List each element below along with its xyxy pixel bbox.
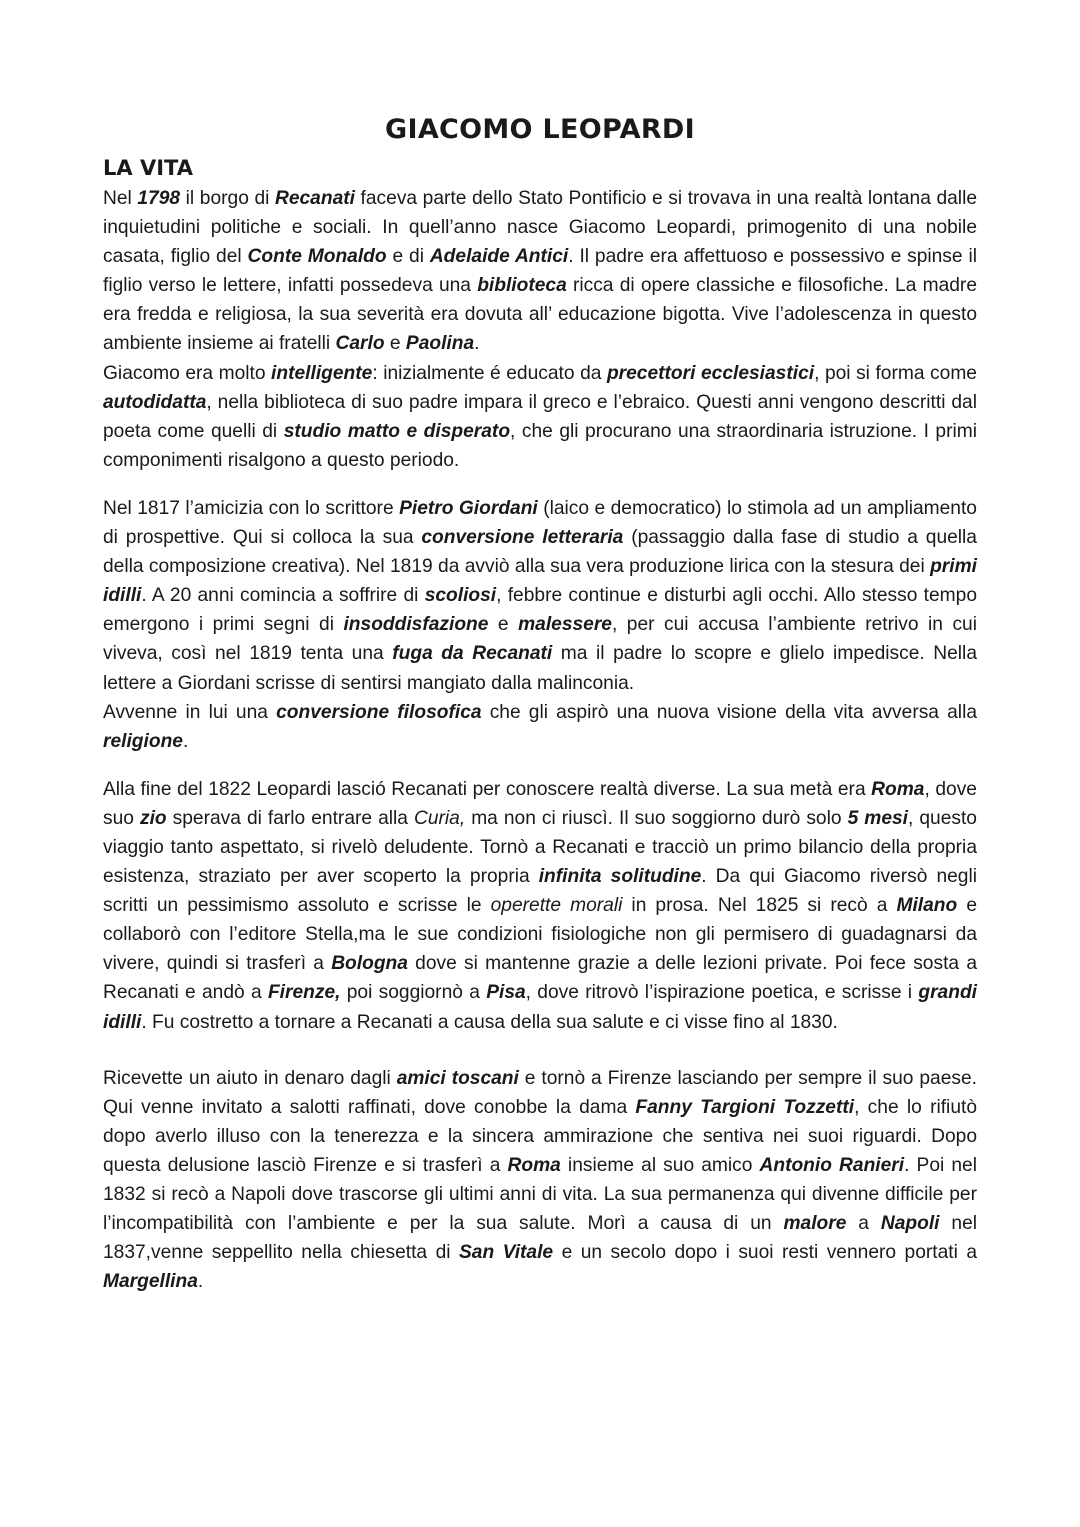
keyword: Margellina [103, 1271, 198, 1293]
paragraph [103, 184, 977, 359]
text-run: e di [386, 246, 430, 268]
text-run: insieme al suo amico [560, 1154, 760, 1176]
text-run: . Fu costretto a tornare a Recanati a causa della sua salute e ci visse fino al 1830. [141, 1011, 838, 1033]
paragraph [103, 494, 977, 698]
text-run: , che lo rifiutò dopo averlo illuso con la tenerezza e la sincera ammirazione che sentiva nei suoi riguardi. Dopo questa delusione lasciò Firenze e si trasferì a [103, 1096, 977, 1176]
italic-text: Curia, [413, 807, 466, 829]
keyword: Milano [896, 895, 958, 917]
text-run: . Il padre era affettuoso e possessivo e spinse il figlio verso le lettere, infatti possedeva una [103, 246, 977, 297]
paragraph [103, 359, 977, 475]
text-run: , nella biblioteca di suo padre impara il greco e l’ebraico. Questi anni vengono descritti dal poeta come quelli di [103, 391, 977, 442]
text-run: , febbre continue e disturbi agli occhi. Allo stesso tempo emergono i primi segni di [103, 585, 977, 636]
text-run: Nel 1817 l’amicizia con lo scrittore [103, 497, 400, 519]
text-run: a [846, 1213, 881, 1235]
paragraph [103, 698, 977, 756]
keyword: religione [103, 730, 183, 752]
keyword: Roma [507, 1154, 561, 1176]
text-run: . Poi nel 1832 si recò a Napoli dove trascorse gli ultimi anni di vita. La sua permanenza qui divenne difficile per l’incompatibilità con l’ambiente e per la sua salute. Morì a causa di un [103, 1154, 977, 1235]
keyword: 1798 [137, 188, 181, 209]
text-run: . [474, 333, 480, 355]
keyword: primi idilli [103, 556, 977, 607]
keyword: conversione filosofica [276, 701, 482, 723]
text-run: che gli aspirò una nuova visione della vita avversa alla [481, 701, 978, 723]
text-run: Ricevette un aiuto in denaro dagli [103, 1067, 397, 1089]
text-run: . A 20 anni comincia a soffrire di [141, 585, 425, 607]
keyword: fuga da Recanati [392, 643, 553, 665]
keyword: 5 mesi [847, 807, 908, 829]
text-run: faceva parte dello Stato Pontificio e si trovava in una realtà lontana dalle inquietudini politiche e sociali. In quell’anno nasce Giacomo Leopardi, primogenito di una nobile casata, figlio del [103, 188, 978, 268]
keyword: zio [139, 807, 167, 829]
keyword: studio matto e disperato [283, 420, 511, 442]
keyword: Adelaide Antici [429, 246, 569, 268]
text-run: , dove ritrovò l’ispirazione poetica, e scrisse i [525, 982, 919, 1004]
text-run: . [197, 1271, 204, 1293]
keyword: grandi idilli [103, 982, 977, 1033]
keyword: precettori ecclesiastici [606, 362, 815, 384]
text-run: : inizialmente é educato da [372, 362, 607, 384]
keyword: Firenze, [267, 982, 341, 1004]
text-run: ma non ci riuscì. Il suo soggiorno durò solo [465, 807, 848, 829]
text-run: il borgo di [180, 188, 275, 209]
text-run: dove si mantenne grazie a delle lezioni private. Poi fece sosta a Recanati e andò a [103, 953, 977, 1004]
text-run: e [384, 333, 406, 355]
keyword: insoddisfazione [343, 614, 489, 636]
text-run: e tornò a Firenze lasciando per sempre il suo paese. Qui venne invitato a salotti raffinati, dove conobbe la dama [103, 1067, 977, 1118]
keyword: Recanati [274, 188, 355, 209]
text-run: , dove suo [103, 778, 977, 829]
text-run: (passaggio dalla fase di studio a quella della composizione creativa). Nel 1819 da avviò alla sua vera produzione lirica con la stesura dei [103, 527, 977, 578]
keyword: autodidatta [103, 391, 207, 413]
keyword: Fanny Targioni Tozzetti [635, 1096, 855, 1118]
keyword: biblioteca [477, 275, 567, 297]
text-run: Alla fine del 1822 Leopardi lasció Recanati per conoscere realtà diverse. La sua metà era [103, 778, 872, 800]
keyword: malore [783, 1213, 847, 1235]
keyword: scoliosi [424, 585, 497, 607]
document-page [103, 112, 977, 1296]
text-run: sperava di farlo entrare alla [166, 807, 414, 829]
text-run: e [488, 614, 519, 636]
text-run: e collaborò con l’editore Stella,ma le sue condizioni fisiologiche non gli permisero di guadagnarsi da vivere, quindi si trasferì a [103, 895, 977, 975]
paragraph [103, 775, 977, 1037]
keyword: Roma [871, 778, 925, 800]
keyword: Carlo [335, 333, 385, 355]
text-run: , poi si forma come [814, 362, 977, 384]
keyword: Paolina [405, 333, 475, 355]
keyword: infinita solitudine [538, 866, 702, 888]
text-run: e un secolo dopo i suoi resti vennero portati a [553, 1242, 977, 1264]
text-run: . [182, 730, 189, 752]
keyword: Bologna [331, 953, 408, 975]
text-run: nel 1837,venne seppellito nella chiesetta di [103, 1213, 977, 1264]
text-run: (laico e democratico) lo stimola ad un ampliamento di prospettive. Qui si colloca la sua [103, 497, 977, 549]
keyword: malessere [518, 614, 612, 636]
keyword: Pietro Giordani [399, 497, 538, 519]
text-run: , per cui accusa l’ambiente retrivo in cui viveva, così nel 1819 tenta una [103, 614, 977, 665]
keyword: intelligente [271, 362, 373, 384]
keyword: Napoli [880, 1213, 940, 1235]
text-run: Avvenne in lui una [103, 701, 277, 723]
keyword: conversione letteraria [421, 527, 624, 549]
keyword: Antonio Ranieri [759, 1154, 905, 1176]
text-run: , che gli procurano una straordinaria istruzione. I primi componimenti risalgono a questo periodo. [103, 420, 977, 471]
document-title: GIACOMO LEOPARDI [385, 114, 695, 145]
text-run: . Da qui Giacomo riversò negli scritti un pessimismo assoluto e scrisse le [103, 866, 977, 917]
text-run: poi soggiornò a [340, 982, 487, 1004]
text-run: in prosa. Nel 1825 si recò a [622, 895, 897, 917]
keyword: amici toscani [396, 1067, 519, 1089]
text-run: ricca di opere classiche e filosofiche. La madre era fredda e religiosa, la sua severità era dovuta all’ educazione bigotta. Vive l’adolescenza in questo ambiente insieme ai fratelli [103, 275, 977, 355]
keyword: Pisa [486, 982, 526, 1004]
text-run: Giacomo era molto [103, 362, 272, 384]
section-heading: LA VITA [103, 156, 193, 180]
italic-text: operette morali [490, 895, 623, 917]
keyword: San Vitale [458, 1242, 554, 1264]
paragraph [103, 1064, 977, 1297]
body-text [103, 184, 977, 1296]
keyword: Conte Monaldo [247, 246, 387, 268]
text-run: Nel [103, 188, 138, 209]
text-run: ma il padre lo scopre e glielo impedisce. Nella lettere a Giordani scrisse di sentirsi mangiato dalla malinconia. [103, 643, 977, 694]
text-run: , questo viaggio tanto aspettato, si rivelò deludente. Tornò a Recanati e tracciò un primo bilancio della propria esistenza, straziato per aver scoperto la propria [103, 807, 977, 888]
